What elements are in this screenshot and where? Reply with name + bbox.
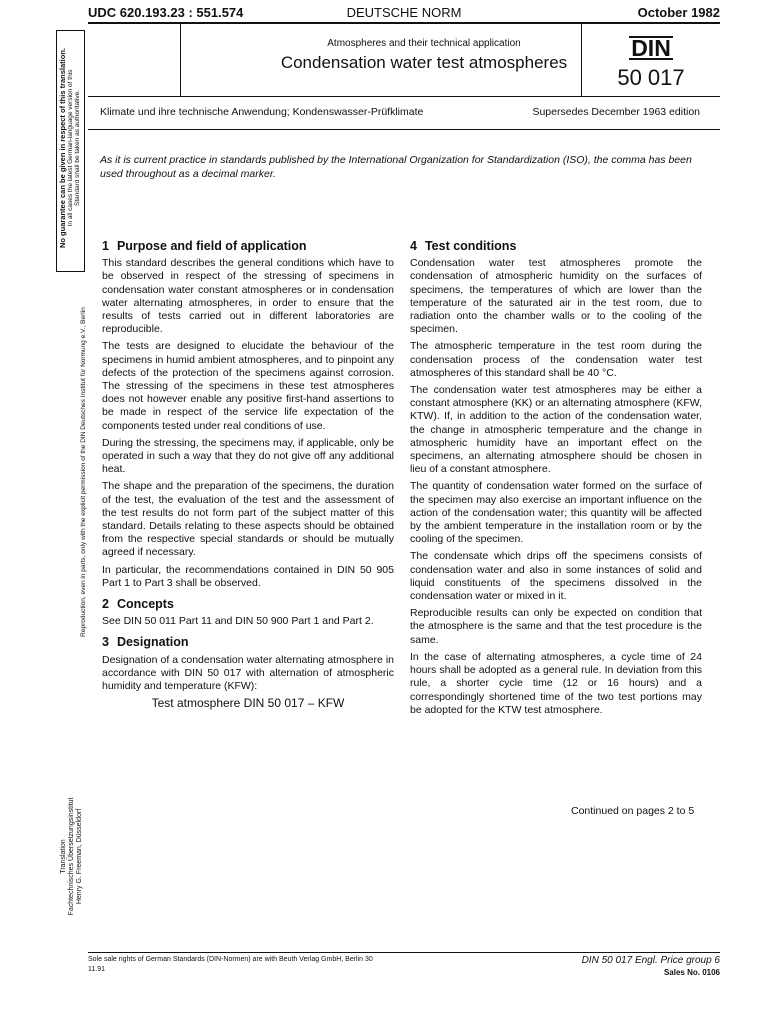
footer-left bbox=[88, 955, 373, 975]
sales-number: Sales No. 0106 bbox=[663, 968, 720, 977]
guarantee-note-line-1: No guarantee can be given in respect of this translation. bbox=[58, 47, 67, 249]
guarantee-note-line-3: Standard shall be taken as authoritative. bbox=[74, 90, 81, 206]
din-mark bbox=[581, 24, 720, 96]
supersedes-note: Supersedes December 1963 edition bbox=[532, 106, 700, 118]
footer-divider bbox=[88, 952, 720, 953]
document-title: Condensation water test atmospheres bbox=[280, 53, 568, 72]
guarantee-note-line-2: In all cases the latest German-language version of this bbox=[67, 69, 74, 227]
right-column bbox=[410, 240, 702, 721]
paragraph: During the stressing, the specimens may, if applicable, only be operated in such a way that they do not give off any additional heat. bbox=[102, 436, 394, 476]
paragraph: In the case of alternating atmospheres, a cycle time of 24 hours shall be adopted as a general rule. In deviation from this rule, a shorter cycle time (12 or 16 hours) and a correspondingly shortened time of the two test portions may be adopted for the KTW test atmosphere. bbox=[410, 650, 702, 716]
paragraph: Condensation water test atmospheres promote the condensation of atmospheric humidity on the surfaces of specimens, the temperatures of which are lower than the temperature of the saturated air in the test room, due to radiation onto the chamber walls or to the cooling of the specimen. bbox=[410, 257, 702, 336]
paragraph: The shape and the preparation of the specimens, the duration of the test, the evaluation of the test and the assessment of the test results do not form part of the subject matter of this standard. Details relating to these aspects should be obtained from the respective special standards or should be mutually agreed if necessary. bbox=[102, 480, 394, 559]
document-reference: DIN 50 017 Engl. Price group 6 bbox=[581, 955, 720, 966]
section-heading: 3 Designation bbox=[102, 635, 189, 650]
paragraph: The quantity of condensation water formed on the surface of the specimen may also exercise an important influence on the action of the condensation water; this quantity will be affected by the ambient temperature in the installation room or by the cooling of the specimen. bbox=[410, 480, 702, 546]
publication-date: October 1982 bbox=[637, 5, 720, 20]
norm-label: DEUTSCHE NORM bbox=[346, 5, 462, 20]
german-title: Klimate und ihre technische Anwendung; Kondenswasser-Prüfklimate bbox=[100, 106, 424, 118]
translator-name: Henry G. Freeman, Düsseldorf bbox=[76, 808, 83, 905]
section-heading: 1 Purpose and field of application bbox=[102, 239, 307, 253]
left-column bbox=[102, 240, 394, 711]
din-number: 50 017 bbox=[617, 65, 685, 90]
paragraph: In particular, the recommendations contained in DIN 50 905 Part 1 to Part 3 shall be observed. bbox=[102, 563, 394, 589]
document-header bbox=[88, 5, 720, 21]
decimal-marker-note: As it is current practice in standards published by the International Organization for Standardization (ISO), the comma has been used throughout as a decimal marker. bbox=[100, 154, 692, 180]
translation-institute: Fachtechnisches Übersetzungsinstitut bbox=[68, 797, 75, 916]
paragraph: This standard describes the general conditions which have to be observed in respect of the stressing of specimens in condensation water constant atmospheres or in condensation water alternating atmospheres, in order to ensure that the results of tests carried out in different laboratories are reproducible. bbox=[102, 257, 394, 336]
continued-note: Continued on pages 2 to 5 bbox=[571, 805, 695, 817]
paragraph: Reproducible results can only be expected on condition that the atmosphere is the same and that the test procedure is the same. bbox=[410, 607, 702, 646]
divider bbox=[88, 129, 720, 130]
sale-rights-note: Sole sale rights of German Standards (DIN-Normen) are with Beuth Verlag GmbH, Berlin 30 bbox=[88, 956, 373, 963]
print-code: 11.91 bbox=[88, 966, 105, 973]
udc-number: UDC 620.193.23 : 551.574 bbox=[88, 5, 244, 20]
document-subtitle: Atmospheres and their technical application bbox=[327, 38, 521, 49]
footer-right bbox=[582, 955, 720, 979]
section-heading: 4 Test conditions bbox=[410, 239, 517, 253]
paragraph: Designation of a condensation water alternating atmosphere in accordance with DIN 50 017 with alternation of atmospheric humidity and temperature (KFW): bbox=[102, 653, 394, 693]
paragraph: The condensation water test atmospheres may be either a constant atmosphere (KK) or an alternating atmosphere (KFW, KTW). If, in addition to the action of the condensation water, the change in atmospheric temperature and the change in atmospheric humidity have an important effect on the specimens, an alternating atmosphere should be chosen in lieu of a constant atmosphere. bbox=[410, 384, 702, 476]
reproduction-note: Reproduction, even in parts, only with the explicit permission of the DIN Deutsches Institut für Normung e.V., Berlin bbox=[80, 307, 87, 637]
paragraph: The atmospheric temperature in the test room during the condensation process of the condensation water test atmospheres of this standard shall be 40 °C. bbox=[410, 340, 702, 379]
din-logo: DIN bbox=[631, 35, 671, 61]
title-box bbox=[88, 22, 720, 97]
paragraph: The condensate which drips off the specimens consists of condensation water and also in some instances of solid and liquid constituents of the specimens dissolved in the condensation water or mixed in it. bbox=[410, 550, 702, 603]
title-box-left-cell bbox=[88, 24, 181, 96]
paragraph: See DIN 50 011 Part 11 and DIN 50 900 Part 1 and Part 2. bbox=[102, 615, 374, 628]
translation-label: Translation bbox=[60, 839, 67, 874]
designation-example: Test atmosphere DIN 50 017 – KFW bbox=[151, 696, 345, 711]
section-heading: 2 Concepts bbox=[102, 597, 174, 612]
paragraph: The tests are designed to elucidate the behaviour of the specimens in humid ambient atmospheres, and to pinpoint any defects of the protection of the specimens against corrosion. The stressing of the specimens in these test atmospheres does not however enable any positive first-hand assertions to be made in respect of the service life expectation of the components tested under real conditions of use. bbox=[102, 340, 394, 432]
